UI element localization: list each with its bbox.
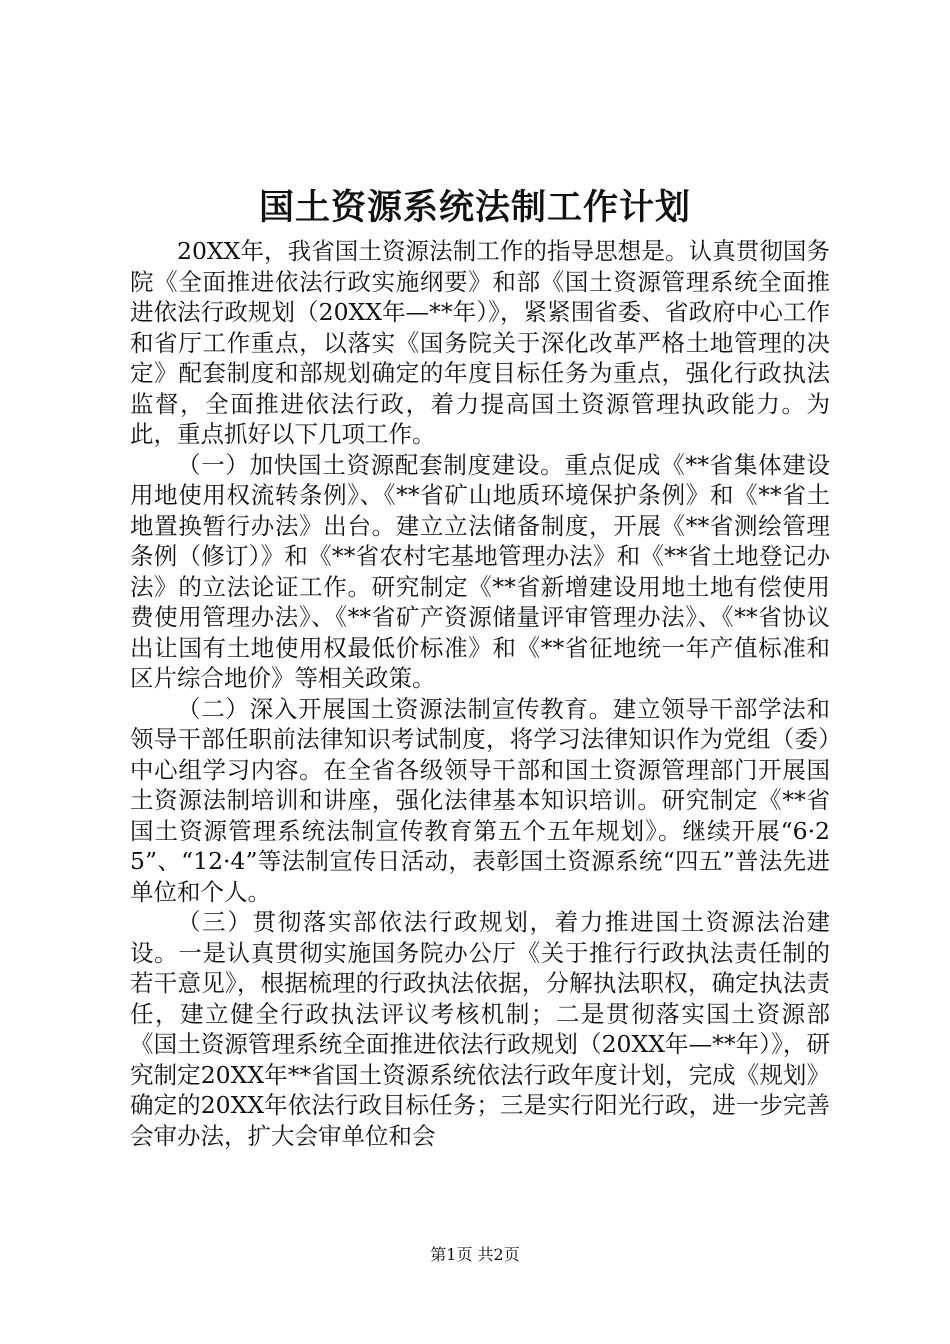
document-title: 国土资源系统法制工作计划 xyxy=(258,187,691,228)
document-body xyxy=(130,236,830,1151)
paragraph-section-1: （一）加快国土资源配套制度建设。重点促成《**省集体建设用地使用权流转条例》、《**省矿山地质环境保护条例》和《**省土地置换暂行办法》出台。建立立法储备制度，开展《**省测绘管理条例（修订）》和《**省农村宅基地管理办法》和《**省土地登记办法》的立法论证工作。研究制定《**省新增建设用地土地有偿使用费使用管理办法》、《**省矿产资源储量评审管理办法》、《**省协议出让国有土地使用权最低价标准》和《**省征地统一年产值标准和区片综合地价》等相关政策。 xyxy=(130,450,830,692)
paragraph-section-2: （二）深入开展国土资源法制宣传教育。建立领导干部学法和领导干部任职前法律知识考试制度，将学习法律知识作为党组（委）中心组学习内容。在全省各级领导干部和国土资源管理部门开展国土资源法制培训和讲座，强化法律基本知识培训。研究制定《**省国土资源管理系统法制宣传教育第五个五年规划》。继续开展“6·25”、“12·4”等法制宣传日活动，表彰国土资源系统“四五”普法先进单位和个人。 xyxy=(130,694,830,906)
paragraph-section-3: （三）贯彻落实部依法行政规划，着力推进国土资源法治建设。一是认真贯彻实施国务院办公厅《关于推行行政执法责任制的若干意见》，根据梳理的行政执法依据，分解执法职权，确定执法责任，建立健全行政执法评议考核机制；二是贯彻落实国土资源部《国土资源管理系统全面推进依法行政规划（20XX年—**年）》，研究制定20XX年**省国土资源系统依法行政年度计划，完成《规划》确定的20XX年依法行政目标任务；三是实行阳光行政，进一步完善会审办法，扩大会审单位和会 xyxy=(130,908,830,1150)
page-number-footer: 第1页 共2页 xyxy=(430,1245,520,1264)
paragraph-intro: 20XX年，我省国土资源法制工作的指导思想是。认真贯彻国务院《全面推进依法行政实施纲要》和部《国土资源管理系统全面推进依法行政规划（20XX年—**年）》，紧紧围省委、省政府中心工作和省厅工作重点，以落实《国务院关于深化改革严格土地管理的决定》配套制度和部规划确定的年度目标任务为重点，强化行政执法监督，全面推进依法行政，着力提高国土资源管理执政能力。为此，重点抓好以下几项工作。 xyxy=(130,237,830,448)
